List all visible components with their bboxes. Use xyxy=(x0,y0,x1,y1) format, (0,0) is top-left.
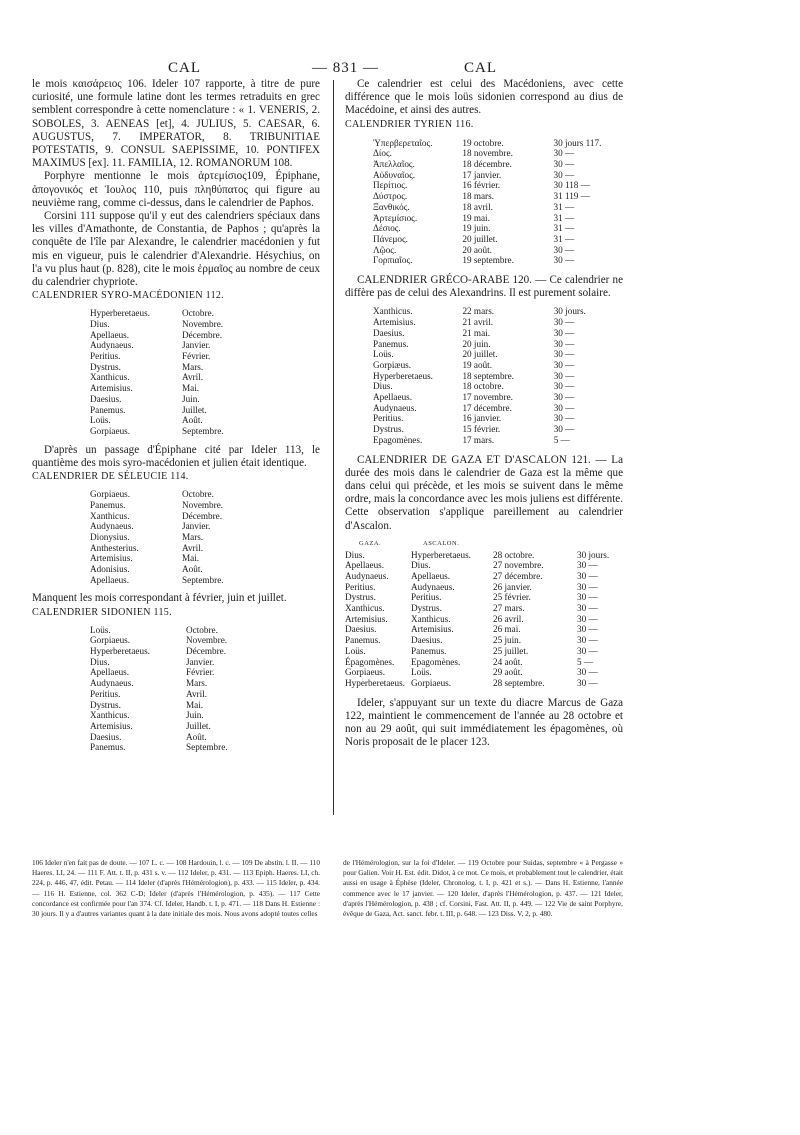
table-row xyxy=(90,667,266,678)
table-cell: 26 avril. xyxy=(493,613,524,624)
table-cell: Adonisius. xyxy=(90,564,130,575)
table-cell: Ἀρτεμίσιος. xyxy=(373,212,418,223)
table-row xyxy=(90,575,262,586)
table-cell: Hyperberetaeus. xyxy=(90,308,150,319)
table-cell: Gorpiæus. xyxy=(373,359,412,370)
table-cell: 21 avril. xyxy=(462,317,494,328)
table-cell: Xanthicus. xyxy=(411,613,451,624)
table-cell: Gorpiaeus. xyxy=(90,489,131,500)
table-cell: 20 juillet. xyxy=(462,349,498,360)
table-row xyxy=(373,381,623,392)
table-cell: Mai. xyxy=(182,553,200,564)
table-cell: Épagomènes. xyxy=(345,656,395,667)
table-cell: 30 — xyxy=(577,645,598,656)
table-cell: Δέσιος. xyxy=(373,223,401,234)
table-row xyxy=(345,624,623,635)
table-cell: 26 janvier. xyxy=(493,581,532,592)
table-cell: 30 jours 117. xyxy=(553,137,602,148)
table-cell: Dius. xyxy=(90,656,110,667)
greco-arabe-table xyxy=(373,306,623,445)
table-row xyxy=(373,349,623,360)
table-row xyxy=(373,223,623,234)
table-row xyxy=(373,317,623,328)
table-cell: Apellaeus. xyxy=(90,574,130,585)
table-row xyxy=(90,426,262,437)
table-cell: 29 août. xyxy=(493,667,523,678)
table-header-gaza: GAZA. xyxy=(359,539,382,547)
table-row xyxy=(90,319,262,330)
table-cell: 17 janvier. xyxy=(462,169,502,180)
sidonien-table xyxy=(90,625,266,753)
table-cell: Panemus. xyxy=(90,404,126,415)
table-row xyxy=(90,635,266,646)
table-cell: Avril. xyxy=(186,688,208,699)
table-cell: Πάνεμος. xyxy=(373,233,408,244)
table-row xyxy=(373,245,623,256)
table-cell: Décembre. xyxy=(182,329,223,340)
table-cell: Décembre. xyxy=(186,646,227,657)
table-cell: 31 — xyxy=(553,201,575,212)
table-row xyxy=(373,191,623,202)
table-row xyxy=(90,362,262,373)
table-row xyxy=(373,148,623,159)
table-cell: Dionysius. xyxy=(90,531,130,542)
table-cell: Apellaeus. xyxy=(373,392,413,403)
table-row xyxy=(90,511,262,522)
table-cell: 28 septembre. xyxy=(493,677,545,688)
table-row xyxy=(345,571,623,582)
table-cell: Peritius. xyxy=(345,581,376,592)
table-cell: 20 juillet. xyxy=(462,233,498,244)
table-row xyxy=(90,657,266,668)
table-cell: Dius. xyxy=(345,549,365,560)
table-cell: Daesius. xyxy=(90,393,122,404)
table-cell: Audynaeus. xyxy=(411,581,455,592)
table-cell: Panemus. xyxy=(90,742,126,753)
table-cell: Février. xyxy=(186,667,215,678)
running-head-left: CAL xyxy=(168,60,201,76)
table-cell: Dius. xyxy=(90,318,110,329)
table-cell: Hyperberetaeus. xyxy=(345,677,405,688)
table-cell: Panemus. xyxy=(345,635,381,646)
table-row xyxy=(373,339,623,350)
table-cell: 31 — xyxy=(553,212,575,223)
table-cell: 30 jours. xyxy=(553,306,586,317)
table-cell: Gorpiaeus. xyxy=(90,635,131,646)
table-row xyxy=(90,351,262,362)
table-cell: Septembre. xyxy=(182,425,224,436)
table-cell: Peritius. xyxy=(411,592,442,603)
table-cell: 30 — xyxy=(577,603,598,614)
table-cell: 30 — xyxy=(553,413,575,424)
table-row xyxy=(90,742,266,753)
table-cell: Dystrus. xyxy=(90,361,121,372)
table-cell: Epagomènes. xyxy=(373,434,423,445)
table-cell: 27 décembre. xyxy=(493,570,543,581)
table-cell: Audynaeus. xyxy=(90,521,134,532)
table-cell: Apellaeus. xyxy=(90,667,130,678)
table-cell: Dius. xyxy=(411,560,431,571)
table-cell: Hyperberetaeus. xyxy=(411,549,471,560)
gaza-ascalon-table xyxy=(345,539,623,689)
table-cell: Apellaeus. xyxy=(90,329,130,340)
table-cell: 30 — xyxy=(577,635,598,646)
table-cell: Décembre. xyxy=(182,510,223,521)
table-cell: 30 — xyxy=(577,624,598,635)
table-row xyxy=(373,392,623,403)
table-cell: 30 — xyxy=(553,244,575,255)
table-cell: Loüs. xyxy=(411,667,432,678)
table-cell: Janvier. xyxy=(186,656,215,667)
table-cell: Dystrus. xyxy=(345,592,376,603)
table-row xyxy=(90,383,262,394)
table-cell: Dystrus. xyxy=(411,603,442,614)
paragraph: Corsini 111 suppose qu'il y eut des calendriers spéciaux dans les villes d'Amathonte, de Constantia, de Paphos ; qu'après la conquête de l'île par Alexandre, le calendrier macédonien y fut mis en vigueur, puis le calendrier d'Alexandrie. Hésychius, on l'a vu plus haut (p. 828), cite le mois ἑρμαῖος au nombre de ceux du calendrier chypriote. xyxy=(32,210,320,289)
table-cell: 30 — xyxy=(553,159,575,170)
table-row xyxy=(90,678,266,689)
table-cell: 18 octobre. xyxy=(462,381,504,392)
table-row xyxy=(373,435,623,446)
table-cell: Xanthicus. xyxy=(90,372,130,383)
table-cell: 30 — xyxy=(553,370,575,381)
table-cell: Novembre. xyxy=(186,635,228,646)
table-cell: 25 juillet. xyxy=(493,645,529,656)
table-row xyxy=(90,543,262,554)
table-row xyxy=(373,159,623,170)
table-row xyxy=(345,550,623,561)
table-cell: 30 jours. xyxy=(577,549,610,560)
table-cell: 18 septembre. xyxy=(462,370,514,381)
table-cell: Ὑπερβερεταῖος. xyxy=(373,137,433,148)
table-cell: Dius. xyxy=(373,381,393,392)
table-cell: Mai. xyxy=(186,699,204,710)
paragraph: CALENDRIER GRÉCO-ARABE 120. — Ce calendrier ne diffère pas de celui des Alexandrins. Il est purement solaire. xyxy=(345,274,623,300)
table-cell: Mai. xyxy=(182,383,200,394)
table-cell: 16 février. xyxy=(462,180,501,191)
table-cell: 26 mai. xyxy=(493,624,521,635)
table-cell: Gorpiaeus. xyxy=(411,677,452,688)
table-row xyxy=(90,415,262,426)
table-cell: 15 février. xyxy=(462,424,501,435)
table-cell: Avril. xyxy=(182,542,204,553)
running-head-right: CAL xyxy=(464,60,497,76)
table-row xyxy=(345,678,623,689)
table-cell: Dystrus. xyxy=(90,699,121,710)
column-rule xyxy=(333,80,334,815)
table-cell: Ξανθικός. xyxy=(373,201,410,212)
table-cell: Octobre. xyxy=(182,489,214,500)
table-cell: 19 juin. xyxy=(462,223,491,234)
table-row xyxy=(90,710,266,721)
table-cell: Daesius. xyxy=(411,635,443,646)
table-cell: Juin. xyxy=(186,710,204,721)
table-cell: 17 mars. xyxy=(462,434,495,445)
table-row xyxy=(373,403,623,414)
table-cell: Δύστρος. xyxy=(373,191,408,202)
table-cell: Gorpiaeus. xyxy=(90,425,131,436)
table-row xyxy=(90,521,262,532)
table-row xyxy=(373,138,623,149)
table-row xyxy=(345,667,623,678)
table-cell: Août. xyxy=(186,731,207,742)
table-row xyxy=(373,306,623,317)
table-cell: Xanthicus. xyxy=(345,603,385,614)
table-row xyxy=(90,689,266,700)
table-cell: 16 janvier. xyxy=(462,413,502,424)
table-cell: 5 — xyxy=(577,656,594,667)
table-cell: Octobre. xyxy=(186,624,218,635)
table-row xyxy=(373,424,623,435)
table-row xyxy=(373,170,623,181)
table-caption: CALENDRIER SIDONIEN 115. xyxy=(32,606,172,618)
table-cell: Panemus. xyxy=(90,499,126,510)
table-cell: 31 119 — xyxy=(553,191,590,202)
table-row xyxy=(90,340,262,351)
table-row xyxy=(90,330,262,341)
table-cell: 18 décembre. xyxy=(462,159,512,170)
table-cell: Dystrus. xyxy=(373,424,404,435)
table-cell: Artemisius. xyxy=(90,720,133,731)
table-cell: Novembre. xyxy=(182,499,224,510)
table-cell: 30 — xyxy=(553,424,575,435)
table-cell: Daesius. xyxy=(345,624,377,635)
table-cell: Août. xyxy=(182,415,203,426)
tyrien-table xyxy=(373,138,623,266)
footnotes-left: 106 Ideler n'en fait pas de doute. — 107 L. c. — 108 Hardouin, l. c. — 109 De abstin. l. II. — 110 Haeres. LI, 24. — 111 F. Att. t. II, p. 431 s. v. — 112 Ideler, p. 431. — 113 Epiph. Haeres. LI, ch. 224, p. 446, 47, édit. Petau. — 114 Ideler (d'après l'Hémérologion), p. 433. — 115 Ideler, p. 434. — 116 H. Estienne, col. 362 C-D; Ideler (d'après l'Hémérologion, p. 435). — 117 Cette concordance est confirmée pour l'an 374. Cf. Ideler, Handb. t. I, p. 471. — 118 Dans H. Estienne : 30 jours. Il y a d'autres variantes quant à la date initiale des mois. Nous avons adopté toutes celles xyxy=(32,858,320,919)
table-cell: Anthesterius. xyxy=(90,542,139,553)
table-cell: 30 — xyxy=(553,169,575,180)
table-row xyxy=(373,255,623,266)
table-cell: Avril. xyxy=(182,372,204,383)
table-cell: Août. xyxy=(182,564,203,575)
table-cell: 30 — xyxy=(577,560,598,571)
table-cell: Δίος. xyxy=(373,148,392,159)
footnotes-right: de l'Hémérologion, sur la foi d'Ideler. — 119 Octobre pour Suidas, septembre « à Pergasse » pour Galien. Voir H. Est. édit. Didot, à ce mot. Ce mois, et probablement tout le calendrier, était aussi en usage à Éphèse (Ideler, Chronolog. t. I, p. 421 et s.). — Dans H. Estienne, l'année commence avec le 17 janvier. — 120 Ideler, d'après l'Hémérologion, p. 437. — 121 Ideler, d'après l'Hémérologion, p. 438 ; cf. Corsini, Fast. Att. II, p. 449. — 122 Vie de saint Porphyre, évêque de Gaza, Act. sanct. febr. t. III, p. 648. — 123 Diss. V, 2, p. 480. xyxy=(343,858,623,919)
table-cell: Ἀπελλαῖος. xyxy=(373,159,415,170)
page-number: — 831 — xyxy=(312,60,379,76)
table-row xyxy=(90,646,266,657)
table-cell: 25 juin. xyxy=(493,635,522,646)
table-cell: 30 — xyxy=(553,402,575,413)
paragraph: le mois καισάρειος 106. Ideler 107 rapporte, à titre de pure curiosité, une formule latine dont les termes retraduits en grec semblent correspondre à cette nomenclature : « 1. VENERIS, 2. SOBOLES, 3. AENEAS [et], 4. JULIUS, 5. CAESAR, 6. AUGUSTUS, 7. IMPERATOR, 8. TRIBUNITIAE POTESTATIS, 9. CONSUL SAEPISSIME, 10. PONTIFEX MAXIMUS [ex]. 11. FAMILIA, 12. ROMANORUM 108. xyxy=(32,78,320,170)
table-cell: Xanthicus. xyxy=(90,510,130,521)
table-row xyxy=(345,592,623,603)
table-cell: Artemisius. xyxy=(411,624,454,635)
table-cell: Γορπιαῖος. xyxy=(373,255,413,266)
table-cell: 19 septembre. xyxy=(462,255,514,266)
table-row xyxy=(373,328,623,339)
table-cell: 31 — xyxy=(553,233,575,244)
table-cell: 27 mars. xyxy=(493,603,525,614)
table-caption: CALENDRIER SYRO-MACÉDONIEN 112. xyxy=(32,290,224,302)
left-column xyxy=(32,78,320,753)
table-cell: Epagomènes. xyxy=(411,656,461,667)
table-cell: 28 octobre. xyxy=(493,549,535,560)
table-cell: Artemisius. xyxy=(373,317,416,328)
table-row xyxy=(90,700,266,711)
table-cell: 30 — xyxy=(553,317,575,328)
table-cell: Loüs. xyxy=(345,645,366,656)
table-cell: Juillet. xyxy=(182,404,207,415)
table-cell: 31 — xyxy=(553,223,575,234)
table-cell: Septembre. xyxy=(182,574,224,585)
table-cell: 20 juin. xyxy=(462,338,491,349)
table-cell: 30 — xyxy=(553,148,575,159)
table-cell: 21 mai. xyxy=(462,327,490,338)
table-cell: 17 novembre. xyxy=(462,392,513,403)
table-row xyxy=(373,360,623,371)
table-cell: 18 novembre. xyxy=(462,148,513,159)
table-cell: Peritius. xyxy=(373,413,404,424)
paragraph: CALENDRIER DE GAZA ET D'ASCALON 121. — La durée des mois dans le calendrier de Gaza est la même que dans celui qui précède, et les mois se suivent dans le même ordre, mais la concordance avec les mois juliens est différente. Cette observation s'applique pareillement au calendrier d'Ascalon. xyxy=(345,453,623,532)
table-cell: Novembre. xyxy=(182,318,224,329)
table-cell: 30 — xyxy=(553,255,575,266)
table-row xyxy=(90,372,262,383)
table-cell: 30 — xyxy=(577,570,598,581)
table-row xyxy=(373,413,623,424)
table-caption: CALENDRIER DE SÉLEUCIE 114. xyxy=(32,471,189,483)
table-cell: 19 août. xyxy=(462,359,493,370)
table-cell: Septembre. xyxy=(186,742,228,753)
table-caption: CALENDRIER TYRIEN 116. xyxy=(345,118,474,130)
table-cell: 30 — xyxy=(553,349,575,360)
table-cell: Daesius. xyxy=(90,731,122,742)
table-cell: 5 — xyxy=(553,434,570,445)
table-cell: 30 — xyxy=(553,359,575,370)
table-cell: 25 février. xyxy=(493,592,531,603)
table-cell: Peritius. xyxy=(90,688,121,699)
table-cell: 30 — xyxy=(577,667,598,678)
table-cell: Λῷος. xyxy=(373,244,397,255)
table-row xyxy=(345,603,623,614)
table-cell: Xanthicus. xyxy=(373,306,413,317)
table-row xyxy=(345,646,623,657)
table-row xyxy=(90,405,262,416)
table-cell: 30 — xyxy=(577,613,598,624)
table-header-row xyxy=(345,539,623,550)
table-cell: Janvier. xyxy=(182,340,211,351)
table-cell: 20 août. xyxy=(462,244,492,255)
table-cell: Xanthicus. xyxy=(90,710,130,721)
table-cell: Janvier. xyxy=(182,521,211,532)
table-cell: Audynaeus. xyxy=(90,678,134,689)
table-row xyxy=(373,180,623,191)
table-cell: Loüs. xyxy=(373,349,394,360)
table-cell: 30 118 — xyxy=(553,180,590,191)
table-row xyxy=(90,308,262,319)
table-cell: Peritius. xyxy=(90,351,121,362)
table-cell: Audynaeus. xyxy=(373,402,417,413)
paragraph: D'après un passage d'Épiphane cité par Ideler 113, le quantième des mois syro-macédonien et julien était identique. xyxy=(32,443,320,469)
table-cell: Loüs. xyxy=(90,624,111,635)
table-row xyxy=(345,635,623,646)
table-cell: 24 août. xyxy=(493,656,523,667)
table-cell: Mars. xyxy=(182,361,204,372)
table-cell: Artemisius. xyxy=(90,383,133,394)
table-cell: 30 — xyxy=(553,338,575,349)
table-cell: Daesius. xyxy=(373,327,405,338)
table-row xyxy=(373,371,623,382)
table-cell: Juillet. xyxy=(186,720,211,731)
paragraph: Porphyre mentionne le mois ἀρτεμίσιος109, Épiphane, ἀπογονικός et Ἰουλος 110, puis πληθύπατος qui figure au neuvième rang, comme ci-dessus, dans le calendrier de Paphos. xyxy=(32,170,320,209)
table-cell: Artemisius. xyxy=(90,553,133,564)
table-cell: Juin. xyxy=(182,393,200,404)
table-row xyxy=(90,553,262,564)
syro-macedonian-table xyxy=(90,308,262,436)
table-row xyxy=(90,532,262,543)
table-cell: Artemisius. xyxy=(345,613,388,624)
table-row xyxy=(90,500,262,511)
table-cell: Février. xyxy=(182,351,211,362)
table-cell: 30 — xyxy=(577,592,598,603)
table-cell: Hyperberetaeus. xyxy=(373,370,433,381)
table-cell: 27 novembre. xyxy=(493,560,544,571)
table-cell: Gorpiaeus. xyxy=(345,667,386,678)
table-cell: Περίτιος. xyxy=(373,180,408,191)
table-cell: 30 — xyxy=(553,381,575,392)
table-cell: 19 octobre. xyxy=(462,137,504,148)
table-cell: Panemus. xyxy=(411,645,447,656)
table-cell: Audynaeus. xyxy=(90,340,134,351)
table-cell: 30 — xyxy=(577,677,598,688)
table-cell: Apellaeus. xyxy=(345,560,385,571)
paragraph: Ideler, s'appuyant sur un texte du diacre Marcus de Gaza 122, maintient le commencement de l'année au 28 octobre et non au 29 août, qui suit immédiatement les épagomènes, où Noris proposait de le placer 123. xyxy=(345,696,623,749)
table-row xyxy=(373,213,623,224)
table-row xyxy=(345,614,623,625)
table-cell: Mars. xyxy=(186,678,208,689)
table-header-ascalon: ASCALON. xyxy=(423,539,460,547)
paragraph: Manquent les mois correspondant à février, juin et juillet. xyxy=(32,592,287,605)
table-row xyxy=(90,564,262,575)
table-cell: 30 — xyxy=(553,327,575,338)
table-cell: Loüs. xyxy=(90,415,111,426)
table-cell: 17 décembre. xyxy=(462,402,512,413)
table-cell: Hyperberetaeus. xyxy=(90,646,150,657)
seleucie-table xyxy=(90,489,262,585)
table-cell: 22 mars. xyxy=(462,306,495,317)
table-cell: Mars. xyxy=(182,531,204,542)
table-row xyxy=(90,489,262,500)
table-cell: Panemus. xyxy=(373,338,409,349)
paragraph: Ce calendrier est celui des Macédoniens, avec cette différence que le mois loüs sidonien correspond au dius de Macédoine, et ainsi des autres. xyxy=(345,78,623,117)
table-cell: Audynaeus. xyxy=(345,570,389,581)
table-cell: 30 — xyxy=(577,581,598,592)
table-row xyxy=(373,202,623,213)
table-row xyxy=(90,625,266,636)
table-cell: Octobre. xyxy=(182,308,214,319)
table-row xyxy=(90,394,262,405)
table-cell: 18 mars. xyxy=(462,191,494,202)
table-cell: Αὐδυναῖος. xyxy=(373,169,416,180)
table-row xyxy=(345,657,623,668)
right-column xyxy=(345,78,623,749)
table-cell: 18 avril. xyxy=(462,201,493,212)
table-row xyxy=(90,732,266,743)
table-row xyxy=(345,582,623,593)
table-cell: Apellaeus. xyxy=(411,570,451,581)
table-cell: 19 mai. xyxy=(462,212,490,223)
table-row xyxy=(90,721,266,732)
table-row xyxy=(345,560,623,571)
table-row xyxy=(373,234,623,245)
table-cell: 30 — xyxy=(553,392,575,403)
